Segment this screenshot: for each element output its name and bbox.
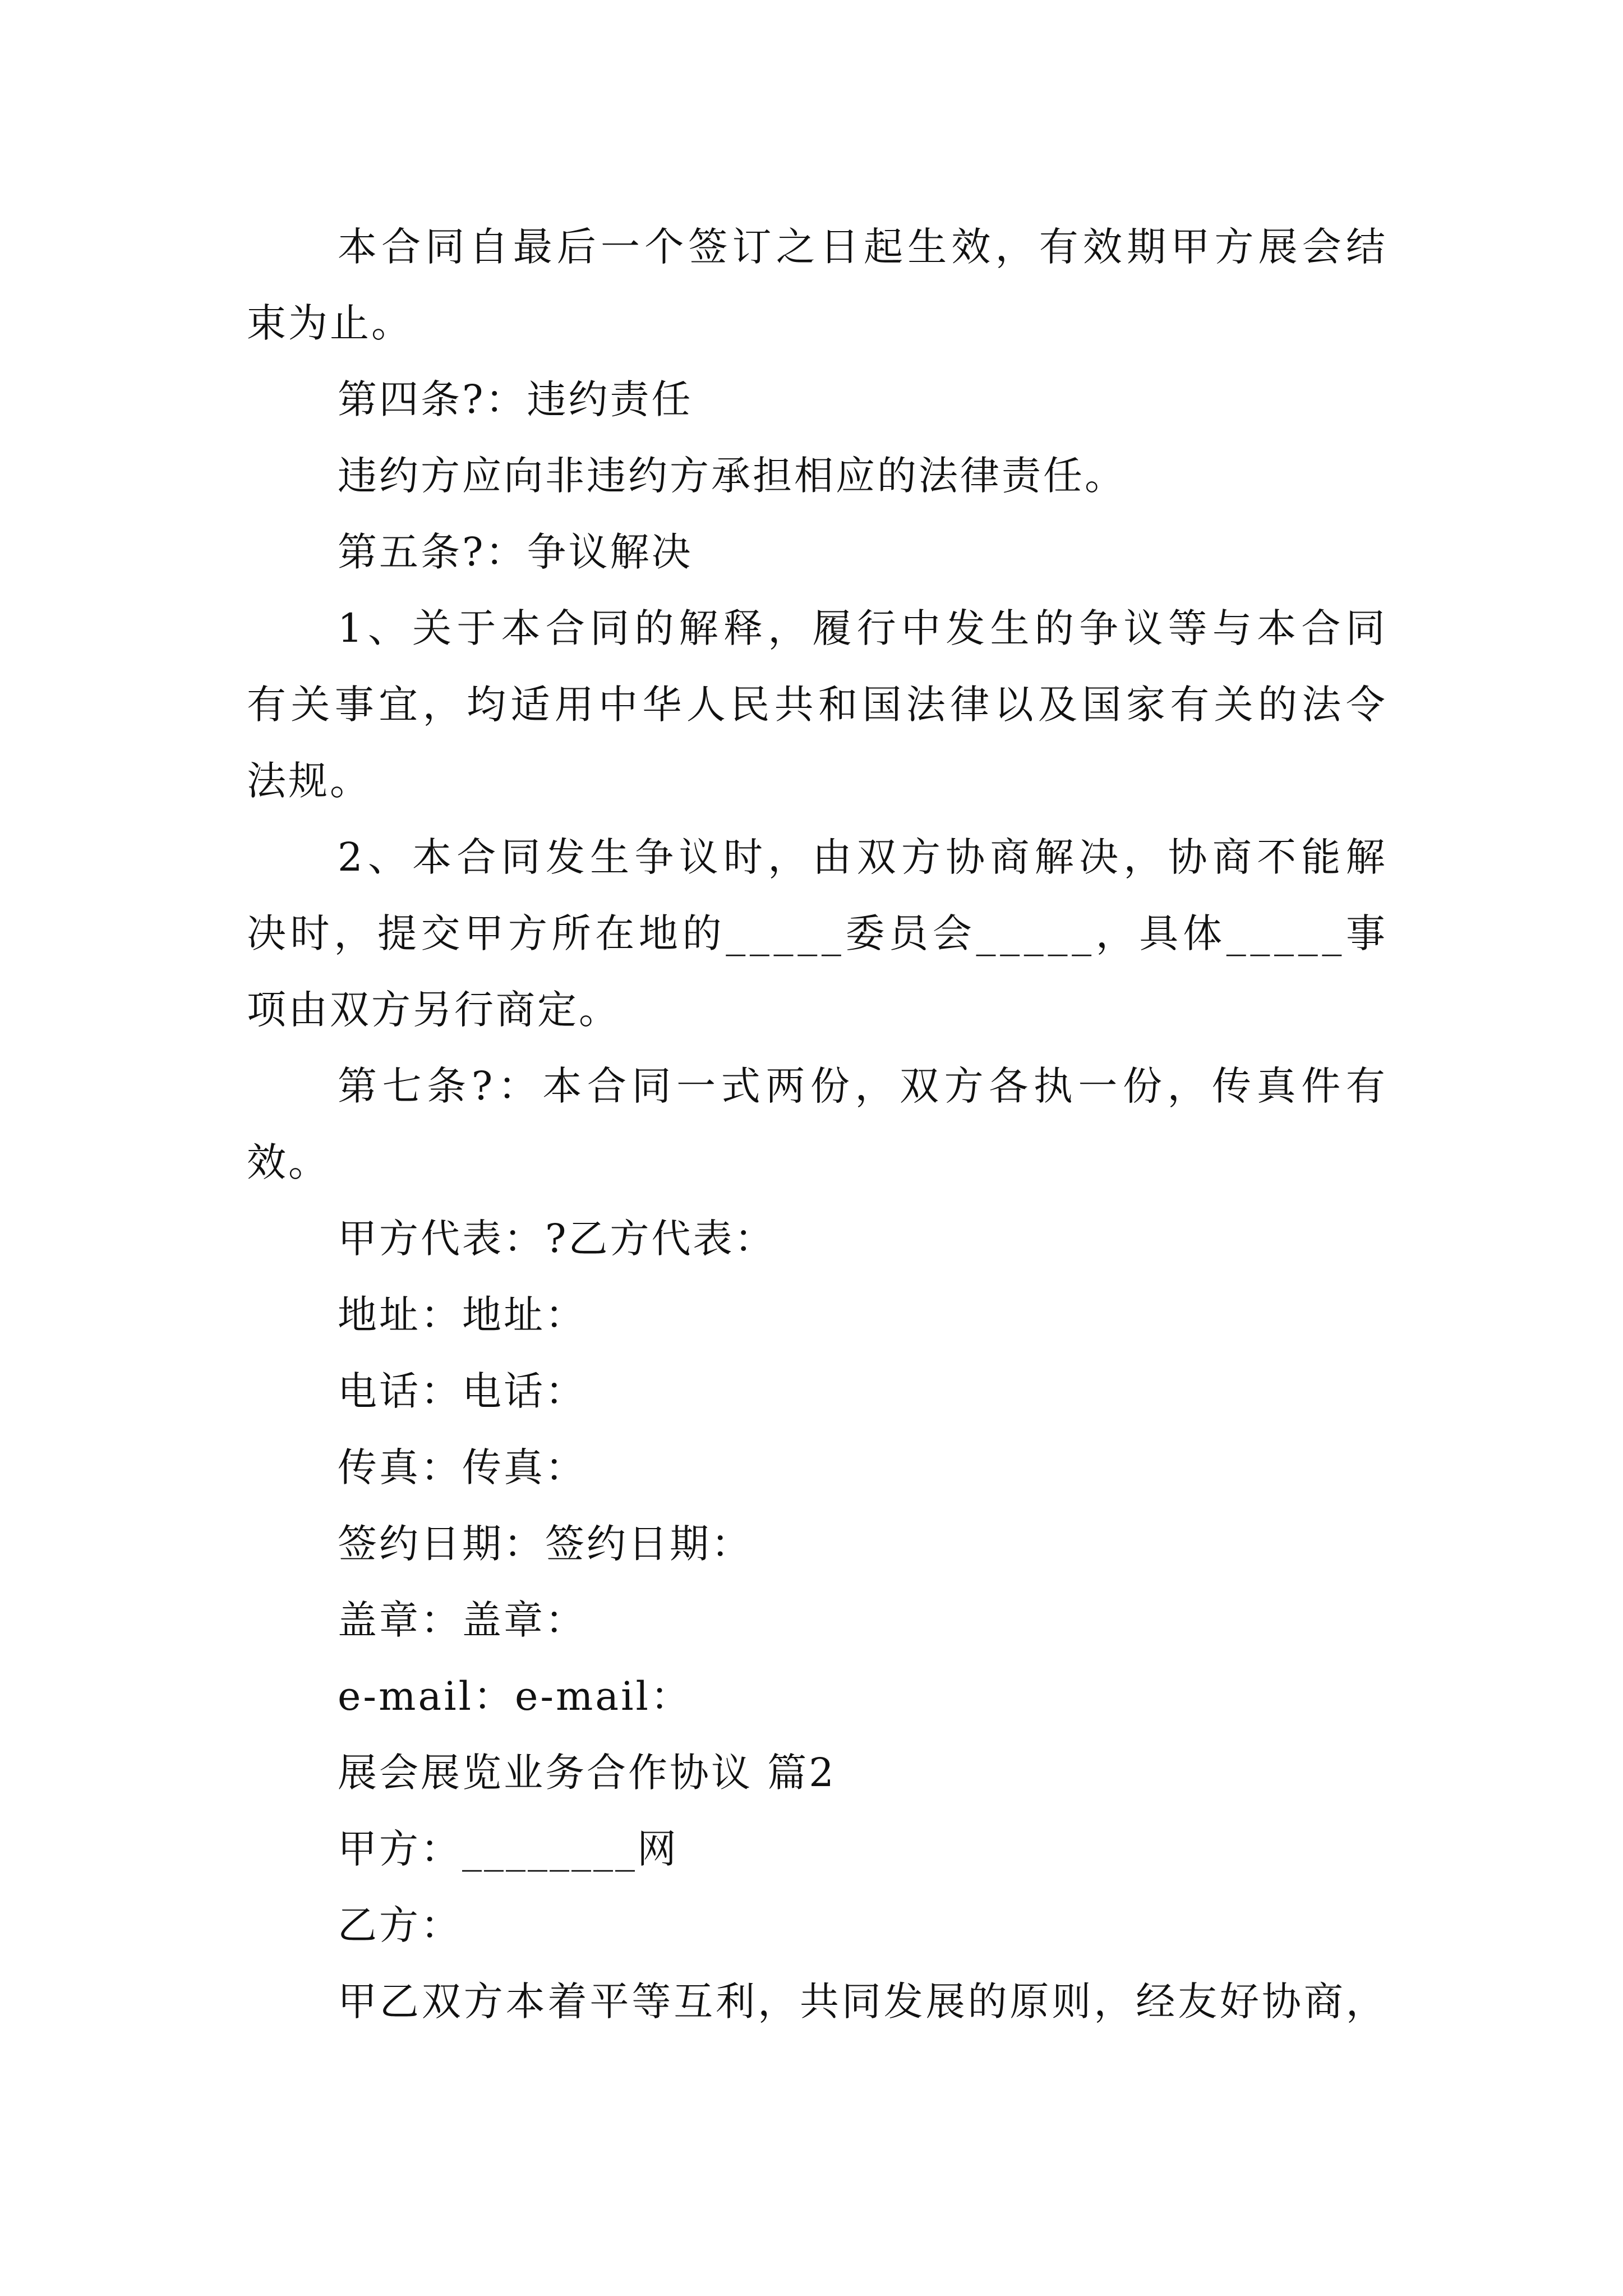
text-line: 法规。	[247, 758, 371, 804]
text-line: 展会展览业务合作协议 篇2	[338, 1750, 836, 1796]
text-line: 甲方代表：?乙方代表：	[338, 1216, 776, 1262]
text-line: 2 、 本 合 同 发 生 争 议 时 ， 由 双 方 协 商 解 决 ， 协 商 不 能 解	[338, 834, 1385, 880]
text-line: 有 关 事 宜 ， 均 适 用 中 华 人 民 共 和 国 法 律 以 及 国 家 有 关 的 法 令	[247, 682, 1385, 728]
text-line: 第四条?：违约责任	[338, 376, 693, 422]
document-page	[247, 209, 1385, 2040]
text-line: 项由双方另行商定。	[247, 987, 620, 1033]
text-line: 传真：传真：	[338, 1444, 587, 1490]
text-line: 违约方应向非违约方承担相应的法律责任。	[338, 453, 1126, 499]
text-line: 签约日期：签约日期：	[338, 1521, 753, 1567]
text-line: 决 时 ， 提 交 甲 方 所 在 地 的 _ _ _ _ _ 委 员 会 _ _ _ _ _ ， 具 体 _ _ _ _ _ 事	[247, 910, 1385, 956]
text-line: 1 、 关 于 本 合 同 的 解 释 ， 履 行 中 发 生 的 争 议 等 与 本 合 同	[338, 605, 1385, 651]
text-line: 盖章：盖章：	[338, 1597, 587, 1643]
text-line: 束为止。	[247, 300, 413, 346]
text-line: 电话：电话：	[338, 1368, 587, 1414]
text-line: 乙方：	[338, 1902, 462, 1948]
text-line: 地址：地址：	[338, 1292, 587, 1338]
text-line: 甲 乙 双 方 本 着 平 等 互 利 ， 共 同 发 展 的 原 则 ， 经 友 好 协 商 ，	[338, 1978, 1385, 2024]
text-line: 第 七 条 ? ： 本 合 同 一 式 两 份 ， 双 方 各 执 一 份 ， 传 真 件 有	[338, 1063, 1385, 1109]
text-line: 效。	[247, 1139, 330, 1185]
text-line: 本 合 同 自 最 后 一 个 签 订 之 日 起 生 效 ， 有 效 期 甲 方 展 会 结	[338, 224, 1385, 270]
text-line: e-mail：e-mail：	[338, 1673, 692, 1719]
text-line: 甲方：________网	[338, 1826, 679, 1872]
text-line: 第五条?：争议解决	[338, 529, 693, 575]
